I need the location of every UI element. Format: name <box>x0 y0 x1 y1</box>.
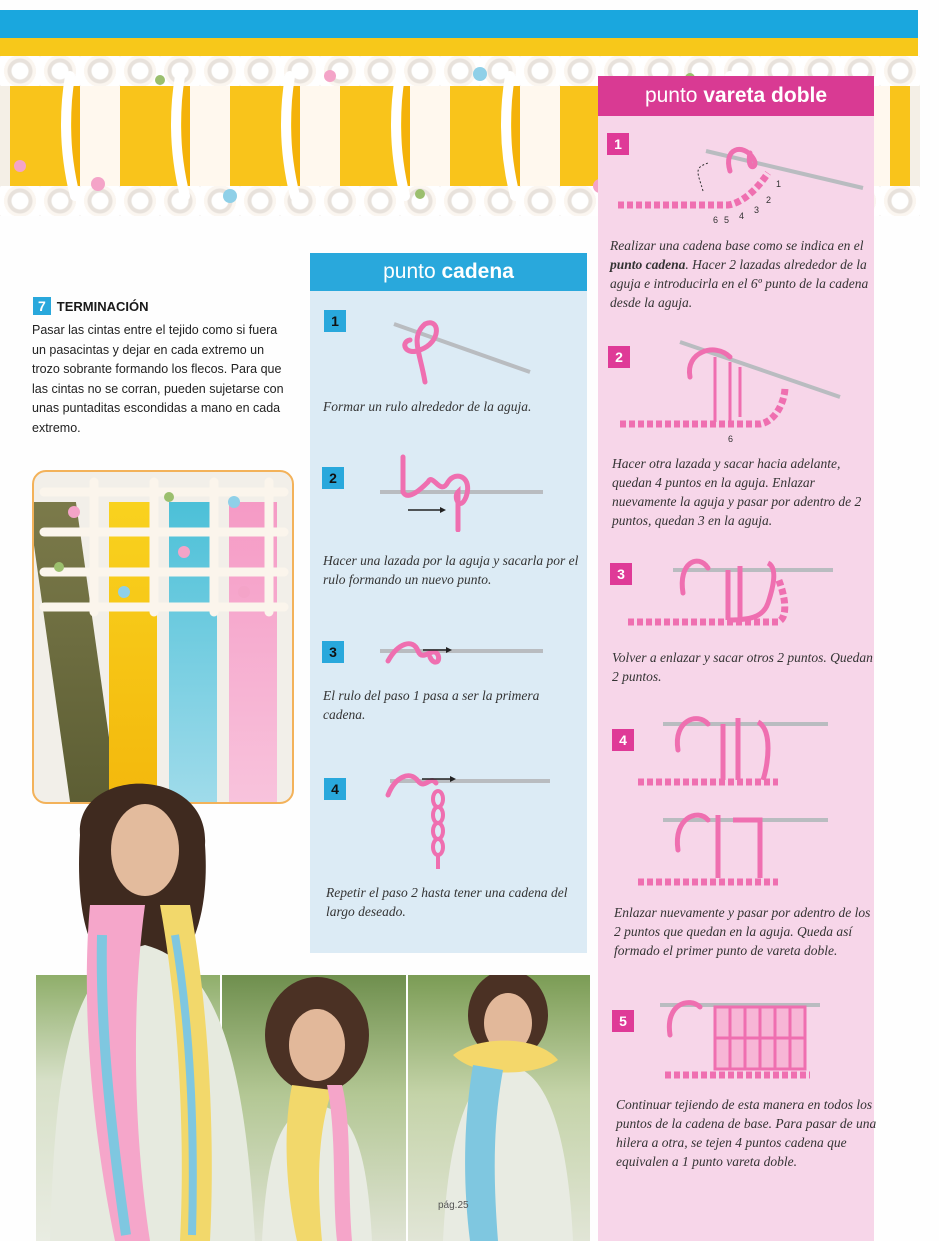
vareta-step-1-label: 2 <box>766 195 772 205</box>
vareta-step-1-caption: Realizar una cadena base como se indica en el punto cadena. Hacer 2 lazadas alrededor de la aguja e introducirla en el 6º punto de la cadena desde la aguja. <box>610 238 869 310</box>
cadena-step-2-caption: Hacer una lazada por la aguja y sacarla por el rulo formando un nuevo punto. <box>323 553 579 587</box>
vareta-step-3-caption: Volver a enlazar y sacar otros 2 puntos. Quedan 2 puntos. <box>612 650 873 684</box>
cadena-step-1-caption: Formar un rulo alrededor de la aguja. <box>323 399 532 414</box>
vareta-step-1-label: 1 <box>776 179 782 189</box>
vareta-step-4-diagram <box>638 710 838 895</box>
cadena-step-1-diagram <box>380 312 540 387</box>
vareta-step-5-diagram <box>660 995 830 1085</box>
top-yellow-stripe <box>0 38 918 56</box>
vareta-step-1-label: 3 <box>754 205 760 215</box>
vareta-step-2-badge: 2 <box>608 346 630 368</box>
vareta-step-1-diagram <box>618 143 868 233</box>
vareta-step-5-caption: Continuar tejiendo de esta manera en todos los puntos de la cadena de base. Para pasar de una hilera a otra, se tejen 4 puntos cadena que equivalen a 1 punto vareta doble. <box>616 1097 877 1169</box>
cadena-step-2-badge: 2 <box>322 467 344 489</box>
cadena-step-4-badge: 4 <box>324 778 346 800</box>
section-7-title: TERMINACIÓN <box>56 299 149 314</box>
vareta-step-2-label: 6 <box>728 434 734 444</box>
vareta-step-5-badge: 5 <box>612 1010 634 1032</box>
cadena-step-1-badge: 1 <box>324 310 346 332</box>
vareta-step-1-label: 5 <box>724 215 730 225</box>
vareta-step-2-diagram <box>620 332 845 447</box>
section-7-heading <box>33 297 149 315</box>
model-photo-right <box>408 975 590 1241</box>
cadena-step-3-diagram <box>378 633 548 678</box>
cadena-step-2-diagram <box>378 452 548 532</box>
vareta-step-2-caption: Hacer otra lazada y sacar hacia adelante, quedan 4 puntos en la aguja. Enlazar nuevamente la aguja y pasar por adentro de 2 puntos, quedan 3 en la aguja. <box>612 456 862 528</box>
cadena-step-4-diagram <box>380 765 555 870</box>
vareta-step-4-caption: Enlazar nuevamente y pasar por adentro de los 2 puntos que quedan en la aguja. Queda así formado el primer punto de vareta doble. <box>614 905 871 958</box>
vareta-step-4-badge: 4 <box>612 729 634 751</box>
vareta-step-1-label: 6 <box>713 215 719 225</box>
vareta-step-3-diagram <box>628 548 838 633</box>
punto-cadena-title: punto cadena <box>310 253 587 291</box>
vareta-step-1-badge: 1 <box>607 133 629 155</box>
cadena-step-3-caption: El rulo del paso 1 pasa a ser la primera cadena. <box>323 688 540 722</box>
vareta-step-1-label: 4 <box>739 211 745 221</box>
top-blue-stripe <box>0 10 918 38</box>
vareta-step-3-badge: 3 <box>610 563 632 585</box>
model-photo-left <box>40 765 265 1241</box>
punto-vareta-doble-title: punto vareta doble <box>598 76 874 116</box>
page-number: pág.25 <box>438 1200 469 1211</box>
section-7-text: Pasar las cintas entre el tejido como si fuera un pasacintas y dejar en cada extremo un trozo sobrante formando los flecos. Para que las cintas no se corran, pueden sujetarse con unas puntaditas escondidas a mano en cada extremo. <box>32 323 284 435</box>
cadena-step-4-caption: Repetir el paso 2 hasta tener una cadena del largo deseado. <box>326 885 568 919</box>
section-7-number: 7 <box>33 297 51 315</box>
scarf-detail-photo <box>32 470 294 804</box>
cadena-step-3-badge: 3 <box>322 641 344 663</box>
